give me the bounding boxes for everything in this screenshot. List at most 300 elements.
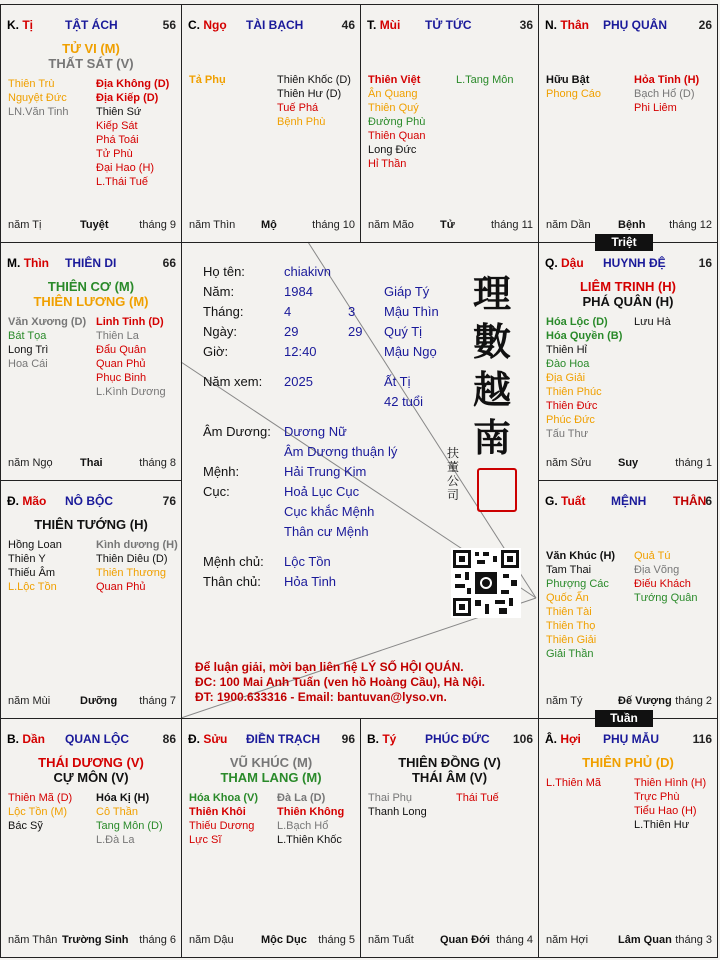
palace-name: PHỤ QUÂN: [603, 18, 668, 32]
view-year-value: 2025: [284, 374, 313, 389]
minor-star: Phượng Các: [546, 578, 609, 590]
minor-star: Cô Thần: [96, 806, 138, 818]
branch-letter: B.: [367, 732, 379, 746]
branch-name: Mùi: [379, 18, 401, 32]
minor-star: Lưu Hà: [634, 316, 671, 328]
star-list-right: [277, 791, 344, 847]
palace-month: tháng 3: [675, 934, 712, 946]
branch-letter: T.: [367, 18, 377, 32]
star-list-right: [96, 315, 166, 399]
branch-name: Sửu: [203, 732, 228, 746]
branch-name: Tuất: [561, 494, 586, 508]
branch-name: Hợi: [560, 732, 581, 746]
thanchu-label: Thân chủ:: [203, 574, 261, 589]
minor-star: Bát Tọa: [8, 330, 47, 342]
minor-star: Tả Phụ: [189, 74, 226, 86]
minor-star: Thiên Trù: [8, 78, 55, 90]
center-info-panel: [181, 242, 539, 718]
palace-footer: [8, 457, 176, 471]
year-can: Giáp Tý: [384, 284, 430, 299]
palace-stage: Đế Vượng: [618, 695, 672, 707]
minor-star: Thiên Hư (D): [277, 88, 342, 100]
menh-label: Mệnh:: [203, 464, 240, 479]
minor-star: Nguyệt Đức: [8, 92, 67, 104]
minor-star: Hỉ Thần: [368, 158, 407, 170]
palace-branch: [545, 732, 581, 746]
palace-month: tháng 11: [490, 219, 533, 231]
palace-year: năm Tuất: [368, 934, 414, 946]
month-lunar: 3: [348, 304, 356, 319]
minor-star: Quả Tú: [634, 550, 671, 562]
minor-star: Hữu Bật: [546, 74, 590, 86]
branch-letter: G.: [545, 494, 558, 508]
minor-star: Thiên Đức: [546, 400, 598, 412]
minor-star: L.Kình Dương: [96, 386, 166, 398]
palace-stage: Quan Đới: [440, 934, 490, 946]
palace-month: tháng 6: [139, 934, 176, 946]
amduong-value: Dương Nữ: [284, 424, 347, 439]
branch-letter: N.: [545, 18, 557, 32]
palace-footer: [189, 934, 355, 948]
minor-star: Địa Võng: [634, 564, 680, 576]
minor-star: L.Thiên Mã: [546, 777, 602, 789]
branch-letter: C.: [188, 18, 200, 32]
major-star: CỰ MÔN (V): [53, 770, 129, 785]
branch-letter: K.: [7, 18, 19, 32]
palace-year: năm Dậu: [189, 934, 234, 946]
star-list-right: [634, 73, 699, 115]
branch-name: Thìn: [23, 256, 50, 270]
minor-star: Phúc Đức: [546, 414, 595, 426]
branch-name: Tý: [382, 732, 397, 746]
palace-month: tháng 8: [139, 457, 176, 469]
calligraphy-char: 理: [472, 271, 511, 316]
palace-branch: [367, 732, 396, 746]
star-list-left: [8, 77, 69, 119]
minor-star: Quốc Ấn: [546, 592, 589, 604]
calligraphy-char: 數: [472, 319, 511, 364]
day-label: Ngày:: [203, 324, 237, 339]
palace-branch: [367, 18, 400, 32]
palace-stage: Trường Sinh: [62, 934, 129, 946]
minor-star: L.Tang Môn: [456, 74, 514, 86]
major-star: THIÊN ĐỒNG (V): [398, 755, 501, 770]
palace-year: năm Dần: [546, 219, 591, 231]
minor-star: Thiên Thương: [96, 567, 167, 579]
palace-year: năm Sửu: [546, 457, 592, 469]
minor-star: Tuế Phá: [277, 102, 319, 114]
contact-line-3: ĐT: 1900.633316 - Email: bantuvan@lyso.vn.: [195, 690, 447, 704]
star-list-left: [546, 549, 615, 661]
palace-age: 86: [162, 732, 176, 746]
than-marker: THÂN: [673, 494, 707, 508]
star-list-left: [8, 315, 86, 371]
branch-name: Tị: [22, 18, 34, 32]
minor-star: Hóa Lộc (D): [546, 316, 608, 328]
amduong-note: Âm Dương thuận lý: [284, 444, 398, 459]
day-can: Quý Tị: [384, 324, 423, 339]
minor-star: Quan Phủ: [96, 581, 146, 593]
palace-header: [545, 18, 712, 32]
star-list-right: [634, 549, 698, 605]
minor-star: Thiên La: [96, 330, 139, 342]
palace-than: [538, 4, 718, 243]
major-star: THIÊN LƯƠNG (M): [33, 294, 149, 309]
palace-hoi: [538, 718, 718, 958]
month-value: 4: [284, 304, 292, 319]
palace-age: 46: [341, 18, 355, 32]
minor-star: Thanh Long: [368, 806, 427, 818]
palace-stage: Mộ: [261, 219, 277, 231]
palace-age: 6: [705, 494, 712, 508]
palace-year: năm Hợi: [546, 934, 589, 946]
palace-footer: [368, 934, 533, 948]
minor-star: Thiếu Dương: [189, 820, 255, 832]
palace-name: ĐIỀN TRẠCH: [246, 732, 320, 746]
branch-name: Ngọ: [203, 18, 227, 32]
branch-letter: Â.: [545, 732, 557, 746]
cuc-note: Cục khắc Mệnh: [284, 504, 375, 519]
minor-star: L.Thái Tuế: [96, 176, 148, 188]
star-list-left: [8, 538, 62, 594]
palace-month: tháng 2: [675, 695, 712, 707]
minor-star: Thai Phụ: [368, 792, 413, 804]
amduong-label: Âm Dương:: [203, 424, 271, 439]
palace-footer: [8, 695, 176, 709]
palace-branch: [7, 732, 45, 746]
minor-star: Bạch Hổ (D): [634, 88, 695, 100]
star-list-left: [546, 315, 622, 441]
branch-name: Dần: [22, 732, 46, 746]
minor-star: Tam Thai: [546, 564, 592, 576]
palace-footer: [546, 695, 712, 709]
palace-header: [7, 494, 176, 508]
minor-star: L.Thiên Hư: [634, 819, 690, 831]
palace-footer: [546, 934, 712, 948]
triet-tag: Triệt: [595, 234, 653, 251]
palace-header: [545, 732, 712, 746]
star-list-left: [8, 791, 72, 833]
minor-star: Trực Phù: [634, 791, 680, 803]
palace-ty: [360, 718, 539, 958]
palace-name: TÀI BẠCH: [246, 18, 304, 32]
branch-letter: Q.: [545, 256, 558, 270]
palace-month: tháng 7: [139, 695, 176, 707]
palace-stage: Dưỡng: [80, 695, 118, 707]
minor-star: Thái Tuế: [456, 792, 499, 804]
palace-age: 36: [519, 18, 533, 32]
minor-star: Thiên Quan: [368, 130, 426, 142]
palace-thin: [0, 242, 182, 481]
palace-header: [188, 18, 355, 32]
palace-stage: Lâm Quan: [618, 934, 672, 946]
minor-star: Thiếu Âm: [8, 567, 56, 579]
palace-name: HUYNH ĐỆ: [603, 256, 666, 270]
minor-star: Thiên Hỉ: [546, 344, 587, 356]
palace-suu: [181, 718, 361, 958]
minor-star: Đại Hao (H): [96, 162, 155, 174]
palace-month: tháng 5: [318, 934, 355, 946]
palace-branch: [188, 732, 227, 746]
major-star: THÁI ÂM (V): [411, 770, 488, 785]
minor-star: Thiên Quý: [368, 102, 419, 114]
palace-footer: [368, 219, 533, 233]
minor-star: Thiên Mã (D): [8, 792, 73, 804]
view-year-can: Ất Tị: [384, 374, 411, 389]
minor-star: Thiên Diêu (D): [96, 553, 168, 565]
star-list-right: [96, 77, 169, 189]
palace-ti: [0, 4, 182, 243]
day-lunar: 29: [348, 324, 363, 339]
thanchu-value: Hỏa Tinh: [284, 574, 337, 589]
palace-dan: [0, 718, 182, 958]
hour-can: Mậu Ngọ: [384, 344, 437, 359]
minor-star: Tang Môn (D): [96, 820, 163, 832]
minor-star: Tử Phù: [96, 148, 133, 160]
palace-age: 16: [698, 256, 712, 270]
star-list-right: [456, 791, 499, 805]
minor-star: L.Thiên Khốc: [277, 834, 342, 846]
calligraphy-char: 越: [472, 367, 511, 412]
palace-stage: Tử: [440, 219, 455, 231]
palace-year: năm Thân: [8, 934, 58, 946]
palace-branch: [545, 256, 584, 270]
minor-star: Kiếp Sát: [96, 120, 138, 132]
cuc-value: Hoả Lục Cục: [284, 484, 360, 499]
branch-name: Thân: [560, 18, 590, 32]
star-list-right: [96, 791, 163, 847]
menhchu-label: Mệnh chủ:: [203, 554, 264, 569]
palace-year: năm Thìn: [189, 219, 236, 231]
palace-age: 106: [512, 732, 533, 746]
palace-stage: Thai: [80, 457, 103, 469]
minor-star: Thiên Không: [277, 806, 345, 818]
palace-mao: [0, 480, 182, 719]
star-list-left: [368, 73, 425, 171]
minor-star: Lộc Tồn (M): [8, 806, 68, 818]
contact-line-2: ĐC: 100 Mai Anh Tuấn (ven hồ Hoàng Cầu), Hà Nội.: [195, 675, 486, 689]
palace-mui: [360, 4, 539, 243]
name-value: chiakivn: [284, 264, 331, 279]
palace-month: tháng 12: [669, 219, 712, 231]
month-label: Tháng:: [203, 304, 244, 319]
palace-year: năm Mão: [368, 219, 414, 231]
minor-star: Kình dương (H): [96, 539, 178, 551]
minor-star: Thiên Hình (H): [634, 777, 707, 789]
minor-star: Phong Cáo: [546, 88, 602, 100]
minor-star: Tướng Quân: [634, 592, 698, 604]
minor-star: Quan Phủ: [96, 358, 146, 370]
star-list-right: [277, 73, 351, 129]
branch-letter: B.: [7, 732, 19, 746]
palace-footer: [546, 219, 712, 233]
palace-branch: [7, 18, 33, 32]
star-list-left: [189, 73, 226, 87]
palace-header: [367, 732, 533, 746]
palace-stage: Mộc Dục: [261, 934, 307, 946]
palace-month: tháng 1: [675, 457, 712, 469]
palace-month: tháng 4: [496, 934, 533, 946]
age-value: 42 tuổi: [384, 394, 424, 409]
minor-star: Thiên Việt: [368, 74, 421, 86]
palace-branch: [545, 494, 585, 508]
palace-header: [545, 256, 712, 270]
minor-star: Địa Không (D): [96, 78, 170, 90]
palace-month: tháng 9: [139, 219, 176, 231]
minor-star: Đào Hoa: [546, 358, 590, 370]
palace-age: 96: [341, 732, 355, 746]
palace-ngo: [181, 4, 361, 243]
minor-star: Hỏa Tinh (H): [634, 74, 700, 86]
major-star: THIÊN PHỦ (D): [582, 755, 674, 770]
name-label: Họ tên:: [203, 264, 245, 279]
branch-letter: Đ.: [7, 494, 19, 508]
minor-star: Tấu Thư: [546, 428, 589, 440]
minor-star: Thiên Khôi: [189, 806, 246, 818]
major-star: THAM LANG (M): [220, 770, 322, 785]
palace-name: NÔ BỘC: [65, 494, 113, 508]
calligraphy-char: 南: [472, 415, 511, 460]
palace-age: 66: [162, 256, 176, 270]
minor-star: Phá Toái: [96, 134, 139, 146]
minor-star: Hóa Kị (H): [96, 792, 150, 804]
minor-star: Thiên Y: [8, 553, 46, 565]
major-star: THẤT SÁT (V): [48, 56, 134, 71]
palace-name: PHÚC ĐỨC: [425, 732, 490, 746]
minor-star: Thiên Phúc: [546, 386, 602, 398]
minor-star: Phục Binh: [96, 372, 147, 384]
major-star: PHÁ QUÂN (H): [582, 294, 674, 309]
minor-star: Linh Tinh (D): [96, 316, 164, 328]
star-list-right: [96, 538, 178, 594]
menh-value: Hải Trung Kim: [284, 464, 367, 479]
seal-stamp: [477, 468, 517, 512]
major-star: VŨ KHÚC (M): [229, 755, 313, 770]
branch-name: Dậu: [561, 256, 584, 270]
branch-letter: M.: [7, 256, 21, 270]
qr-code[interactable]: [451, 548, 521, 618]
tuan-tag: Tuần: [595, 710, 653, 727]
star-list-right: [634, 776, 706, 832]
year-value: 1984: [284, 284, 313, 299]
minor-star: Hóa Khoa (V): [189, 792, 259, 804]
palace-name: TẬT ÁCH: [65, 18, 118, 32]
month-can: Mậu Thìn: [384, 304, 439, 319]
minor-star: Phi Liêm: [634, 102, 677, 114]
hour-value: 12:40: [284, 344, 317, 359]
minor-star: Thiên Sứ: [96, 106, 142, 118]
palace-year: năm Tị: [8, 219, 42, 231]
minor-star: Địa Kiếp (D): [96, 92, 159, 104]
minor-star: Điếu Khách: [634, 578, 691, 590]
minor-star: Thiên Giải: [546, 634, 597, 646]
palace-header: [545, 494, 712, 508]
minor-star: L.Lộc Tồn: [8, 581, 57, 593]
major-star: THIÊN CƠ (M): [47, 279, 135, 294]
minor-star: Long Đức: [368, 144, 417, 156]
minor-star: Tiểu Hao (H): [634, 805, 697, 817]
minor-star: LN.Văn Tinh: [8, 106, 69, 118]
palace-branch: [545, 18, 589, 32]
star-list-right: [456, 73, 513, 87]
palace-age: 116: [692, 732, 712, 746]
palace-stage: Suy: [618, 457, 639, 469]
minor-star: Đẩu Quân: [96, 344, 147, 356]
palace-branch: [188, 18, 227, 32]
star-list-right: [634, 315, 671, 329]
palace-name: QUAN LỘC: [65, 732, 129, 746]
palace-stage: Tuyệt: [80, 219, 109, 231]
minor-star: Lực Sĩ: [189, 834, 222, 846]
minor-star: Hoa Cái: [8, 358, 48, 370]
minor-star: Thiên Thọ: [546, 620, 596, 632]
palace-header: [367, 18, 533, 32]
palace-name: THIÊN DI: [65, 256, 117, 270]
branch-name: Mão: [22, 494, 47, 508]
hour-label: Giờ:: [203, 344, 229, 359]
palace-stage: Bệnh: [618, 219, 646, 231]
minor-star: L.Đà La: [96, 834, 135, 846]
minor-star: Ân Quang: [368, 88, 418, 100]
branch-letter: Đ.: [188, 732, 200, 746]
palace-branch: [7, 494, 46, 508]
cuc-label: Cục:: [203, 484, 230, 499]
seal-side-text: 扶董公司: [447, 446, 460, 502]
palace-name: TỬ TỨC: [425, 18, 472, 32]
palace-branch: [7, 256, 49, 270]
palace-footer: [189, 219, 355, 233]
minor-star: Hóa Quyền (B): [546, 330, 623, 342]
major-star: THÁI DƯƠNG (V): [38, 755, 144, 770]
palace-header: [7, 732, 176, 746]
palace-name: PHỤ MẪU: [603, 732, 659, 746]
palace-age: 26: [698, 18, 712, 32]
minor-star: Long Trì: [8, 344, 49, 356]
palace-dau: [538, 242, 718, 481]
palace-footer: [8, 934, 176, 948]
palace-year: năm Mùi: [8, 695, 51, 707]
minor-star: Đà La (D): [277, 792, 326, 804]
star-list-left: [368, 791, 427, 819]
minor-star: Thiên Tài: [546, 606, 592, 618]
palace-age: 56: [162, 18, 176, 32]
palace-header: [7, 256, 176, 270]
star-list-left: [546, 776, 601, 790]
palace-name: MỆNH: [611, 494, 647, 508]
minor-star: Giải Thần: [546, 648, 594, 660]
minor-star: Văn Khúc (H): [546, 550, 616, 562]
major-star: THIÊN TƯỚNG (H): [34, 517, 148, 532]
palace-age: 76: [162, 494, 176, 508]
menhchu-value: Lộc Tồn: [284, 554, 331, 569]
star-list-left: [546, 73, 601, 101]
view-year-label: Năm xem:: [203, 374, 263, 389]
palace-footer: [8, 219, 176, 233]
palace-header: [188, 732, 355, 746]
minor-star: Địa Giải: [546, 372, 586, 384]
minor-star: Thiên Khốc (D): [277, 74, 351, 86]
than-cu-note: Thân cư Mệnh: [284, 524, 369, 539]
day-value: 29: [284, 324, 299, 339]
palace-footer: [546, 457, 712, 471]
minor-star: Bác Sỹ: [8, 820, 43, 832]
minor-star: Bệnh Phù: [277, 116, 326, 128]
star-list-left: [189, 791, 258, 847]
palace-tuat: [538, 480, 718, 719]
calligraphy-logo: [467, 270, 517, 462]
palace-month: tháng 10: [312, 219, 355, 231]
palace-header: [7, 18, 176, 32]
